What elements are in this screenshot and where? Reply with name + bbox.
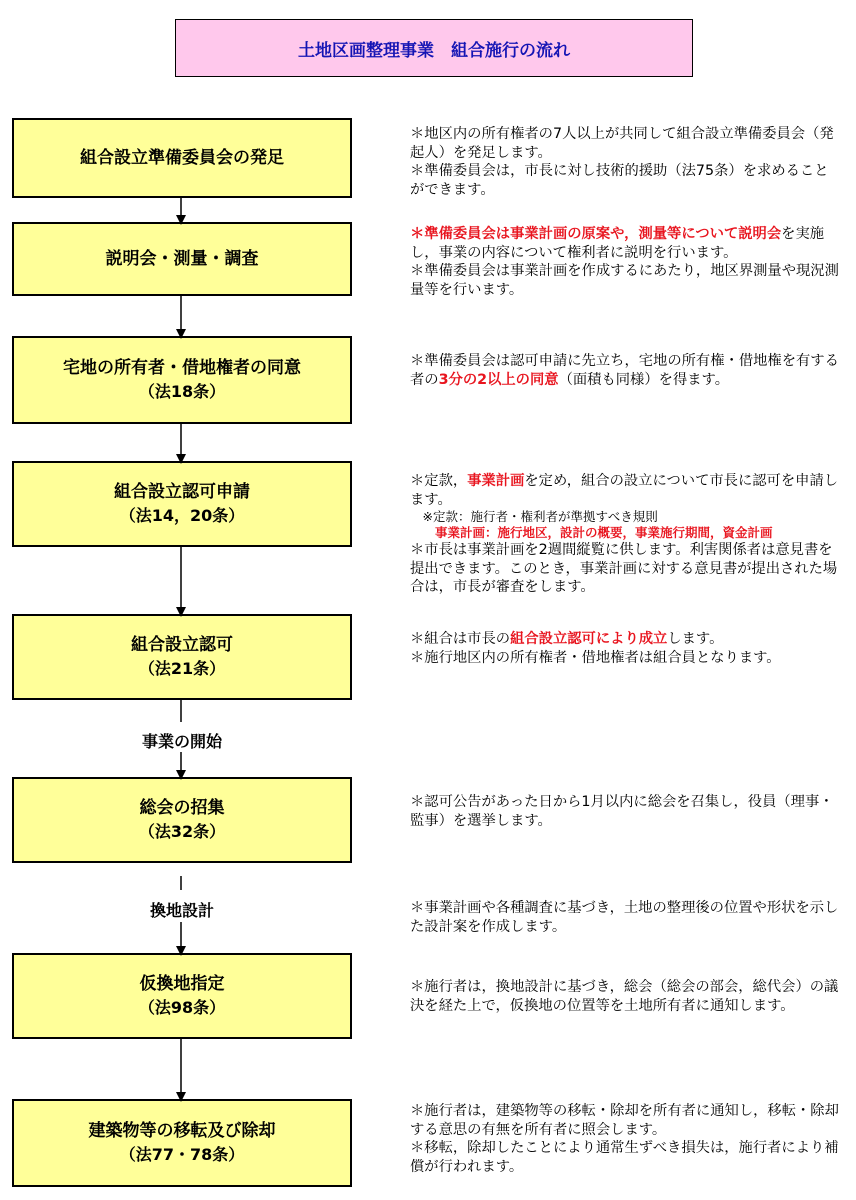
step-law: （法32条） <box>138 822 226 841</box>
step-title: 組合設立認可申請 <box>114 482 250 502</box>
step-law: （法14，20条） <box>119 506 245 525</box>
desc-text: ＊市長は事業計画を2週間縦覧に供します。利害関係者は意見書を提出できます。このとき，事業計画に対する意見書が提出された場合は，市長が審査をします。 <box>410 542 838 595</box>
desc-text: ＊組合は市長の <box>410 631 511 647</box>
desc-text: ＊認可公告があった日から1月以内に総会を召集し，役員（理事・監事）を選挙します。 <box>410 794 834 829</box>
step-title: 建築物等の移転及び除却 <box>88 1121 276 1141</box>
step-title: 説明会・測量・調査 <box>105 249 259 269</box>
step-title: 総会の招集 <box>139 798 225 818</box>
desc-text: を実施し，事業の内容について権利者に説明を行います。 <box>410 226 825 261</box>
desc-text: （面積も同様）を得ます。 <box>558 371 729 388</box>
desc-text: ＊施行者は，建築物等の移転・除却を所有者に通知し，移転・除却する意思の有無を所有者に照会します。 <box>410 1103 839 1138</box>
step-title: 組合設立準備委員会の発足 <box>80 148 284 168</box>
desc-text: ※定款：施行者・権利者が準拠すべき規則 <box>410 509 658 524</box>
desc-text: します。 <box>667 631 724 647</box>
highlight-text: 事業計画 <box>467 473 525 489</box>
desc-text: ＊準備委員会は認可申請に先立ち，宅地の所有権・借地権を有する者の <box>410 353 839 388</box>
step-title: 仮換地指定 <box>139 974 225 994</box>
highlight-text: 事業計画：施行地区，設計の概要，事業施行期間，資金計画 <box>410 525 773 540</box>
highlight-text: 組合設立認可により成立 <box>510 631 668 647</box>
desc-text: を定め，組合の設立について市長に認可を申請します。 <box>410 473 839 508</box>
step-law: （法21条） <box>138 659 226 678</box>
desc-text: ＊準備委員会は事業計画を作成するにあたり，地区界測量や現況測量等を行います。 <box>410 263 839 298</box>
mid-label-desc: ＊事業計画や各種調査に基づき，土地の整理後の位置や形状を示した設計案を作成します。 <box>410 900 839 935</box>
desc-text: ＊定款， <box>410 473 468 489</box>
step-law: （法77・78条） <box>119 1145 245 1164</box>
mid-label-kanchi-sekkei: 換地設計 <box>149 901 214 920</box>
desc-text: ＊移転，除却したことにより通常生ずべき損失は，施行者により補償が行われます。 <box>410 1140 839 1175</box>
diagram-title: 土地区画整理事業 組合施行の流れ <box>175 19 693 77</box>
highlight-text: ＊準備委員会は事業計画の原案や，測量等について説明会 <box>410 226 782 242</box>
desc-text: ＊施行者は，換地設計に基づき，総会（総会の部会，総代会）の議決を経た上で，仮換地の位置等を土地所有者に通知します。 <box>410 979 839 1014</box>
step-title: 組合設立認可 <box>131 635 233 655</box>
step-law: （法98条） <box>138 998 226 1017</box>
step-title: 宅地の所有者・借地権者の同意 <box>63 358 301 378</box>
desc-text: ＊地区内の所有権者の7人以上が共同して組合設立準備委員会（発起人）を発足します。 <box>410 126 834 161</box>
mid-label-jigyou-kaishi: 事業の開始 <box>141 732 222 751</box>
desc-text: ＊準備委員会は，市長に対し技術的援助（法75条）を求めることができます。 <box>410 163 829 198</box>
step-law: （法18条） <box>138 382 226 401</box>
desc-text: ＊施行地区内の所有権者・借地権者は組合員となります。 <box>410 649 781 666</box>
highlight-text: 3分の2以上の同意 <box>438 371 559 388</box>
